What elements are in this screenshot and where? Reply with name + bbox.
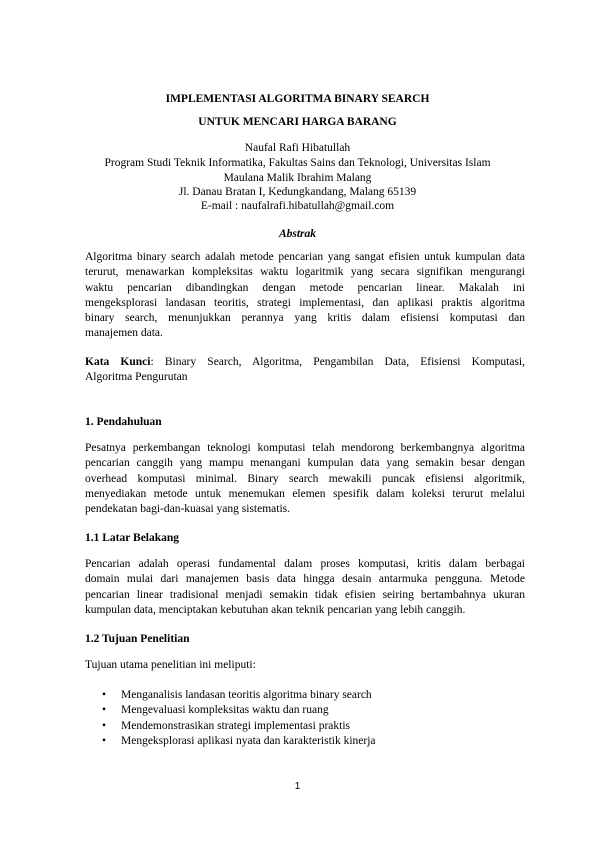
objective-text: Menganalisis landasan teoritis algoritma binary search	[121, 689, 372, 701]
section-1-heading: 1. Pendahuluan	[85, 416, 162, 428]
bullet-icon: •	[102, 734, 107, 747]
objective-text: Mengevaluasi kompleksitas waktu dan ruang	[121, 704, 329, 717]
list-item	[85, 688, 376, 703]
abstract-line: manajemen data.	[85, 327, 163, 340]
abstract-line: waktu pencarian dibandingkan dengan metode pencarian linear. Makalah ini	[85, 281, 525, 294]
section-1-1-body	[85, 557, 525, 618]
section-1-2-heading: 1.2 Tujuan Penelitian	[85, 633, 190, 645]
bullet-icon: •	[102, 719, 107, 732]
bullet-icon: •	[102, 704, 107, 717]
affiliation-line-2: Maulana Malik Ibrahim Malang	[223, 172, 372, 184]
paper-title-line-1: IMPLEMENTASI ALGORITMA BINARY SEARCH	[165, 93, 430, 105]
abstract-heading: Abstrak	[278, 228, 317, 240]
section-1-1-line: pencarian linear tradisional menjadi semakin tidak efisien seiring bertambahnya ukuran	[85, 588, 525, 601]
section-1-line: pendekatan bagi-dan-kuasai yang sistematis.	[85, 503, 291, 516]
keywords-line-1	[85, 355, 525, 370]
bullet-icon: •	[102, 689, 107, 701]
keywords-label: Kata Kunci	[85, 356, 151, 368]
author-name: Naufal Rafi Hibatullah	[244, 142, 351, 154]
paper-title-line-2: UNTUK MENCARI HARGA BARANG	[198, 116, 397, 128]
section-1-1-line: domain mulai dari manajemen basis data hingga desain antarmuka pengguna. Metode	[85, 573, 525, 586]
author-email: E-mail : naufalrafi.hibatullah@gmail.com	[200, 200, 395, 212]
list-item	[85, 703, 376, 718]
keywords-list: : Binary Search, Algoritma, Pengambilan Data, Efisiensi Komputasi,	[150, 356, 526, 368]
objective-text: Mendemonstrasikan strategi implementasi praktis	[121, 719, 350, 732]
list-item	[85, 719, 376, 734]
section-1-1-line: Pencarian adalah operasi fundamental dalam proses komputasi, kritis dalam berbagai	[85, 558, 525, 570]
section-1-2-intro	[85, 658, 525, 673]
affiliation-line-1: Program Studi Teknik Informatika, Fakultas Sains dan Teknologi, Universitas Islam	[104, 157, 491, 169]
page-number: 1	[294, 781, 301, 792]
keywords-line-2: Algoritma Pengurutan	[85, 371, 188, 384]
objectives-list	[85, 688, 376, 749]
list-item	[85, 734, 376, 749]
section-1-line: Pesatnya perkembangan teknologi komputasi telah mendorong berkembangnya algoritma	[85, 442, 525, 454]
keywords	[85, 355, 525, 386]
objectives-intro: Tujuan utama penelitian ini meliputi:	[85, 659, 256, 671]
author-address: Jl. Danau Bratan I, Kedungkandang, Malang 65139	[178, 186, 417, 198]
section-1-line: menyediakan metode untuk menemukan elemen spesifik dalam koleksi terurut melalui	[85, 487, 525, 500]
section-1-line: pencarian canggih yang mampu menangani kumpulan data yang semakin besar dengan	[85, 457, 525, 470]
abstract-body	[85, 250, 525, 342]
objective-text: Mengeksplorasi aplikasi nyata dan karakteristik kinerja	[121, 734, 376, 747]
section-1-1-heading: 1.1 Latar Belakang	[85, 532, 180, 544]
abstract-line: Algoritma binary search adalah metode pencarian yang sangat efisien untuk kumpulan data	[85, 251, 525, 263]
abstract-line: binary search, menunjukkan perannya yang kritis dalam efisiensi komputasi dan	[85, 312, 525, 325]
section-1-body	[85, 441, 525, 517]
abstract-line: terurut, menawarkan kompleksitas waktu logaritmik yang secara signifikan mengurangi	[85, 266, 525, 279]
section-1-1-line: kumpulan data, menciptakan kebutuhan akan teknik pencarian yang lebih canggih.	[85, 603, 466, 616]
abstract-line: mengeksplorasi landasan teoritis, strategi implementasi, dan aplikasi praktis algoritma	[85, 296, 525, 309]
section-1-line: overhead komputasi minimal. Binary search mewakili puncak efisiensi algoritmik,	[85, 472, 525, 485]
